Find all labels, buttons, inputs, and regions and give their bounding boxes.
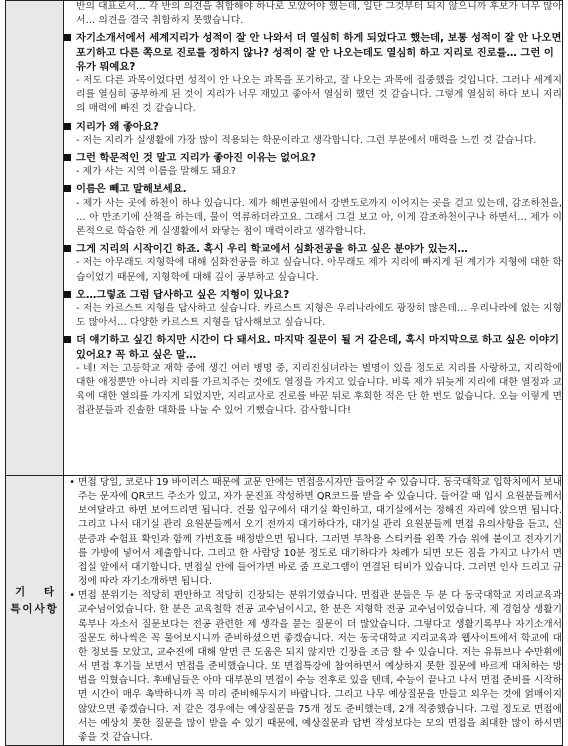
qa-block <box>64 120 562 148</box>
question-text: 그런 학문적인 것 말고 지리가 좋아진 이유는 없어요? <box>64 151 562 165</box>
answer-text: - 네! 저는 고등학교 재학 중에 생긴 여러 병명 중, 지리진심녀라는 별명이 있을 정도로 지리를 사랑하고, 지리학에 대한 애정뿐만 아니라 지리를 가르치주는 것에도 열정을 가지고 있습니다. 비록 제가 뒤늦게 지리에 대한 열정과 교육에 대한 열의를 가지게 되었지만, 지리교사로 진로를 바꾼 뒤로 후회한 적은 단 한 번도 없습니다. 오늘 이렇게 면접관분들과 진솔한 대화를 나눌 수 있어 기뻤습니다. 감사합니다! <box>76 362 562 417</box>
qa-block <box>64 288 562 331</box>
question-text: 이름은 빼고 말해보세요. <box>64 182 562 196</box>
square-bullet-icon <box>64 291 71 298</box>
interview-label-cell <box>6 1 64 476</box>
qa-block <box>64 182 562 239</box>
notes-label-cell <box>6 476 64 746</box>
note-item: • 면접 당일, 코로나 19 바이러스 때문에 교문 안에는 면접응시자만 들어갈 수 있습니다. 동국대학교 입학처에서 보내주는 문자에 QR코드 주소가 있고, 자가 문진표 작성하면 QR코드를 받을 수 있습니다. 들어갈 때 입시 요원분들께서 보여달라고 하면 보여드리면 됩니다. 건물 입구에서 대기실 확인하고, 대기실에서는 정해진 자리에 앉으면 됩니다. 그리고 나서 대기실 관리 요원분들께서 오기 전까지 대기하다가, 대기실 관리 요원분들께 면접 유의사항을 듣고, 신분증과 수험표 확인과 함께 가번호를 배정받으면 됩니다. 그러면 부착용 스티커를 왼쪽 가슴 위에 붙이고 전자기기를 가방에 넣어서 제출합니다. 그리고 한 사람당 10분 정도로 대기하다가 차례가 되면 모든 짐을 가지고 나가서 면접실 앞에서 대기합니다. 면접실 안에 들어가면 바로 줌 프로그램이 연결된 티비가 있습니다. 그러면 인사 드리고 규정에 따라 자기소개하면 됩니다. <box>78 476 562 589</box>
notes-row <box>6 476 563 746</box>
question-text: 더 얘기하고 싶긴 하지만 시간이 다 돼서요. 마지막 질문이 될 거 같은데, 혹시 마지막으로 하고 싶은 이야기 있어요? 꼭 하고 싶은 말… <box>64 333 562 361</box>
interview-row <box>6 1 563 476</box>
square-bullet-icon <box>64 245 71 252</box>
answer-text: - 저는 아무래도 지형학에 대해 심화전공을 하고 싶습니다. 아무래도 제가 지리에 빠지게 된 계기가 지형에 대한 학습이었기 때문에, 지형학에 대해 깊이 공부하고 싶습니다. <box>76 257 562 283</box>
question-text: 그게 지리의 시작이긴 하죠. 혹시 우리 학교에서 심화전공을 하고 싶은 분야가 있는지… <box>64 242 562 256</box>
answer-text: - 제가 사는 지역 이름을 말해도 돼요? <box>76 166 236 178</box>
qa-block <box>64 31 562 116</box>
notes-label-char2: 타 <box>43 586 54 598</box>
opening-answer-block <box>64 0 562 28</box>
notes-label-char1: 기 <box>15 586 26 598</box>
qa-list <box>64 31 562 418</box>
answer-text: - 저도 다른 과목이었다면 성적이 안 나오는 과목을 포기하고, 잘 나오는 과목에 집중했을 것입니다. 그러나 세계지리를 열심히 공부하게 된 것이 지리가 너무 재밌고 좋아서 열심히 했던 것 같습니다. 그렇게 열심히 하다 보니 지리의 매력에 빠진 것 같습니다. <box>76 75 562 115</box>
qa-block <box>64 151 562 179</box>
interview-report-table <box>5 0 563 746</box>
square-bullet-icon <box>64 34 71 41</box>
answer-text: - 저는 카르스트 지형을 답사하고 싶습니다. 카르스트 지형은 우리나라에도 광장히 많은데… 우리나라에 없는 지형도 많아서… 다양한 카르스트 지형을 답사해보고 싶습니다. <box>76 303 562 329</box>
answer-text: - 저는 지리가 실생활에 가장 많이 적용되는 학문이라고 생각합니다. 그런 부분에서 매력을 느낀 것 같습니다. <box>76 134 537 146</box>
answer-text: - 제가 사는 곳에 하천이 하나 있습니다. 제가 해변공원에서 강변도로까지 이어지는 곳을 걷고 있는데, 감조하천을, … 아 만조기에 산책을 하는데, 물이 역류하더라고요. 그래서 그걸 보고 아, 이게 감조하천이구나 하면서… 제가 이론적으로 학습한 게 실생활에서 와닿는 점이 매력이라고 생각합니다. <box>76 197 562 238</box>
square-bullet-icon <box>64 123 71 130</box>
square-bullet-icon <box>64 336 71 343</box>
note-item: • 면접 분위기는 적당히 편안하고 적당히 긴장되는 분위기였습니다. 면접관 분들은 두 분 다 동국대학교 지리교육과 교수님이었습니다. 한 분은 교육철학 전공 교수님이시고, 한 분은 지형학 전공 교수님이었습니다. 제 경험상 생활기록부나 자소서 질문보다는 전공 관련한 제 생각을 묻는 질문이 더 많았습니다. 그렇다고 생활기록부나 자기소개서 질문도 하나씩은 꼭 물어보시니까 준비하셨으면 좋겠습니다. 저는 동국대학교 지리교육과 웹사이트에서 학교에 대한 정보를 모았고, 교수진에 대해 알면 큰 도움은 되지 않지만 긴장을 조금 할 수 있습니다. 저는 유튜브나 수만휘에서 면접 후기들 보면서 면접을 준비했습니다. 또 면접특강에 참여하면서 예상하지 못한 질문에 바르게 대처하는 방법을 익혔습니다. 후배님들은 아마 대부분의 면접이 수능 전후로 있을 텐데, 수능이 끝나고 나서 면접 준비를 시작하면 시간이 매우 촉박하니까 꼭 미리 준비해두시기 바랍니다. 그리고 나무 예상질문을 만들고 외우는 것에 얽매이지 않았으면 좋겠습니다. 저 같은 경우에는 예상질문을 75개 정도 준비했는데, 2개 적중했습니다. 그럴 정도로 면접에서는 예상치 못한 질문을 많이 받을 수 있기 때문에, 예상질문과 답변 작성보다는 모의 면접을 최대한 많이 하시면 좋을 것 같습니다. <box>78 589 562 745</box>
notes-label-line1 <box>6 584 63 601</box>
notes-content-cell <box>64 476 563 746</box>
square-bullet-icon <box>64 154 71 161</box>
interview-content-cell <box>64 1 563 476</box>
question-text: 오…그렇죠 그럼 답사하고 싶은 지형이 있나요? <box>64 288 562 302</box>
notes-list <box>64 476 562 745</box>
square-bullet-icon <box>64 185 71 192</box>
notes-label <box>6 476 63 618</box>
question-text: 자기소개서에서 세계지리가 성적이 잘 안 나와서 더 열심히 하게 되었다고 했는데, 보통 성적이 잘 안 나오면 포기하고 다른 쪽으로 진로를 정하지 않나? 성적이 잘 안 나오는데도 열심히 하고 지리로 진로를… 그런 이유가 뭐예요? <box>64 31 562 74</box>
qa-block <box>64 333 562 418</box>
opening-answer: 반의 대표로서… 각 반의 의견을 취합해야 하나로 모았어야 했는데, 일단 그것부터 되지 않으니까 후보가 너무 많아서… 의견을 결국 취합하지 못했습니다. <box>76 1 562 27</box>
qa-block <box>64 242 562 285</box>
notes-label-line2: 특이사항 <box>10 603 59 615</box>
question-text: 지리가 왜 좋아요? <box>64 120 562 134</box>
